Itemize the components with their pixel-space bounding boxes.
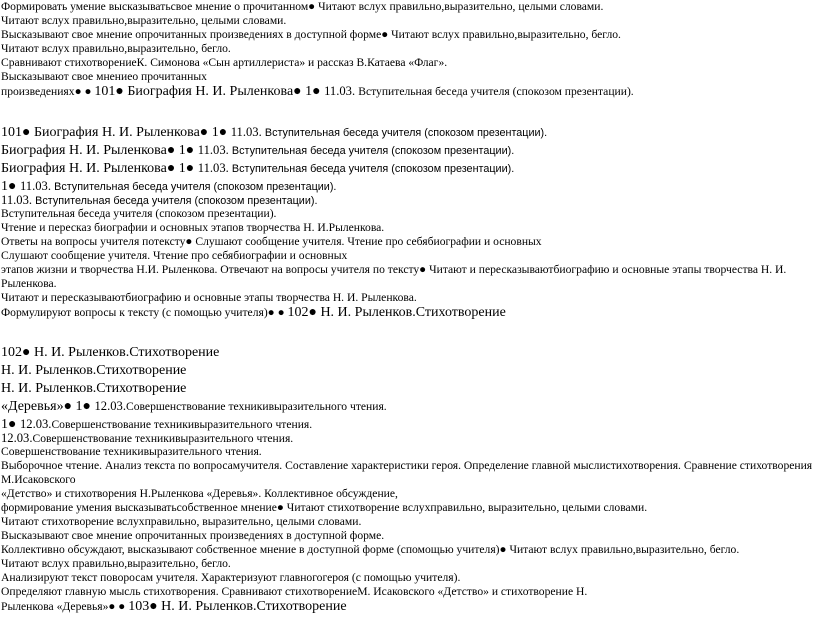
text-line <box>1 571 460 585</box>
text-segment: 11.03. <box>197 161 232 175</box>
text-segment: Определяют главную мысль стихотворения. Сравнивают стихотворениеМ. Исаковского «Детство» и стихотворение Н. <box>1 585 588 598</box>
text-segment: Высказывают свое мнение опрочитанных произведениях в доступной форме. <box>1 529 385 542</box>
text-segment: 103● Н. И. Рыленков.Стихотворение <box>128 599 347 614</box>
text-line <box>1 585 587 599</box>
text-line <box>1 263 786 277</box>
text-segment: Вступительная беседа учителя (спокозом презентации). <box>54 181 337 193</box>
text-segment: Совершенствование техникивыразительного чтения. <box>51 418 313 431</box>
text-segment: Н. И. Рыленков.Стихотворение <box>1 363 187 378</box>
text-segment: М.Исаковского <box>1 473 76 486</box>
text-segment: 101● Биография Н. И. Рыленкова● 1● <box>1 125 231 140</box>
text-line <box>1 193 317 208</box>
text-segment: 12.03. <box>19 417 52 431</box>
text-line <box>1 543 739 557</box>
text-segment: Формулируют вопросы к тексту (с помощью учителя)● ● <box>1 306 288 319</box>
text-line <box>1 249 347 263</box>
text-line <box>1 557 231 571</box>
text-segment: Анализируют текст поворосам учителя. Характеризуют главногогероя (с помощью учителя). <box>1 571 461 584</box>
text-line <box>1 56 447 70</box>
text-segment: Рыленкова. <box>1 277 57 290</box>
text-line <box>1 125 547 141</box>
text-segment: Н. И. Рыленков.Стихотворение <box>1 381 187 396</box>
text-line <box>1 28 621 42</box>
text-segment: Формировать умение высказыватьсвое мнение о прочитанном● Читают вслух правильно,выразительно, целыми словами. <box>1 0 604 13</box>
text-line <box>1 529 384 543</box>
text-line <box>1 305 506 321</box>
text-segment: 102● Н. И. Рыленков.Стихотворение <box>1 345 220 360</box>
text-segment: Вступительная беседа учителя (спокозом презентации). <box>358 85 634 98</box>
text-line <box>1 221 384 235</box>
text-segment: произведениях● ● <box>1 85 95 98</box>
text-segment: Вступительная беседа учителя (спокозом презентации). <box>35 195 318 207</box>
text-line <box>1 207 276 221</box>
text-line <box>1 70 207 84</box>
text-segment: Читают и пересказываютбиографию и основные этапы творчества Н. И. Рыленкова. <box>1 291 417 304</box>
text-line <box>1 459 812 473</box>
text-line <box>1 14 286 28</box>
text-segment: Биография Н. И. Рыленкова● 1● <box>1 143 198 158</box>
text-segment: Рыленкова «Деревья»● ● <box>1 600 129 613</box>
text-segment: 11.03. <box>197 143 232 157</box>
text-segment: Вступительная беседа учителя (спокозом презентации). <box>231 145 515 157</box>
text-segment: 11.03. <box>19 179 55 193</box>
text-line <box>1 431 293 446</box>
text-line <box>1 84 634 100</box>
text-segment: Выборочное чтение. Анализ текста по вопросамучителя. Составление характеристики героя. Определение главной мыслистихотворения. Сравнение стихотворения <box>1 459 813 472</box>
text-segment: «Детство» и стихотворения Н.Рыленкова «Деревья». Коллективное обсуждение, <box>1 487 398 500</box>
text-line <box>1 399 387 415</box>
text-segment: Сравнивают стихотворениеК. Симонова «Сын артиллериста» и рассказ В.Катаева «Флаг». <box>1 56 448 69</box>
text-segment: Совершенствование техникивыразительного чтения. <box>1 445 262 458</box>
text-line <box>1 515 361 529</box>
text-segment: Биография Н. И. Рыленкова● 1● <box>1 161 198 176</box>
text-segment: 1● <box>1 417 20 432</box>
text-segment: «Деревья»● 1● <box>1 399 95 414</box>
text-segment: Читают вслух правильно,выразительно, целыми словами. <box>1 14 287 27</box>
text-segment: Читают вслух правильно,выразительно, бегло. <box>1 42 231 55</box>
text-segment: этапов жизни и творчества Н.И. Рыленкова. Отвечают на вопросы учителя по тексту● Читают и пересказываютбиографию и основные этапы творчества Н. И. <box>1 263 787 276</box>
text-segment: 11.03. <box>1 193 36 207</box>
text-segment: Совершенствование техникивыразительного чтения. <box>32 432 294 445</box>
text-line <box>1 599 347 615</box>
text-line <box>1 0 603 14</box>
text-segment: Слушают сообщение учителя. Чтение про себябиографии и основных <box>1 249 348 262</box>
text-line <box>1 291 417 305</box>
text-segment: 101● Биография Н. И. Рыленкова● 1● <box>94 84 325 99</box>
text-segment: Коллективно обсуждают, высказывают собственное мнение в доступной форме (спомощью учителя)● Читают вслух правильно,выразительно, бегло. <box>1 543 740 556</box>
text-line <box>1 42 231 56</box>
text-segment: Вступительная беседа учителя (спокозом презентации). <box>231 163 515 175</box>
text-line <box>1 345 219 361</box>
text-line <box>1 487 398 501</box>
text-segment: Ответы на вопросы учителя потексту● Слушают сообщение учителя. Чтение про себябиографии и основных <box>1 235 542 248</box>
text-line <box>1 501 647 515</box>
text-segment: формирование умения высказыватьсобственное мнение● Читают стихотворение вслухправильно, выразительно, целыми словами. <box>1 501 648 514</box>
text-line <box>1 235 542 249</box>
text-segment: 12.03. <box>94 399 126 413</box>
text-segment: Читают стихотворение вслухправильно, выразительно, целыми словами. <box>1 515 362 528</box>
text-segment: Высказывают свое мнение опрочитанных произведениях в доступной форме● Читают вслух правильно,выразительно, бегло. <box>1 28 621 41</box>
text-line <box>1 381 186 397</box>
text-segment: Высказывают свое мнениео прочитанных <box>1 70 207 83</box>
text-line <box>1 143 514 159</box>
text-line <box>1 363 186 379</box>
text-segment: 12.03. <box>1 431 33 445</box>
text-segment: Вступительная беседа учителя (спокозом презентации). <box>1 207 277 220</box>
text-segment: 11.03. <box>230 125 265 139</box>
text-segment: Вступительная беседа учителя (спокозом презентации). <box>264 127 548 139</box>
text-segment: Чтение и пересказ биографии и основных этапов творчества Н. И.Рыленкова. <box>1 221 385 234</box>
text-line <box>1 277 57 291</box>
text-line <box>1 161 514 177</box>
text-line <box>1 445 262 459</box>
text-segment: Совершенствование техникивыразительного чтения. <box>125 400 387 413</box>
text-segment: Читают вслух правильно,выразительно, бегло. <box>1 557 231 570</box>
text-line <box>1 473 76 487</box>
text-segment: 11.03. <box>324 84 359 98</box>
text-segment: 1● <box>1 179 20 194</box>
text-segment: 102● Н. И. Рыленков.Стихотворение <box>287 305 506 320</box>
